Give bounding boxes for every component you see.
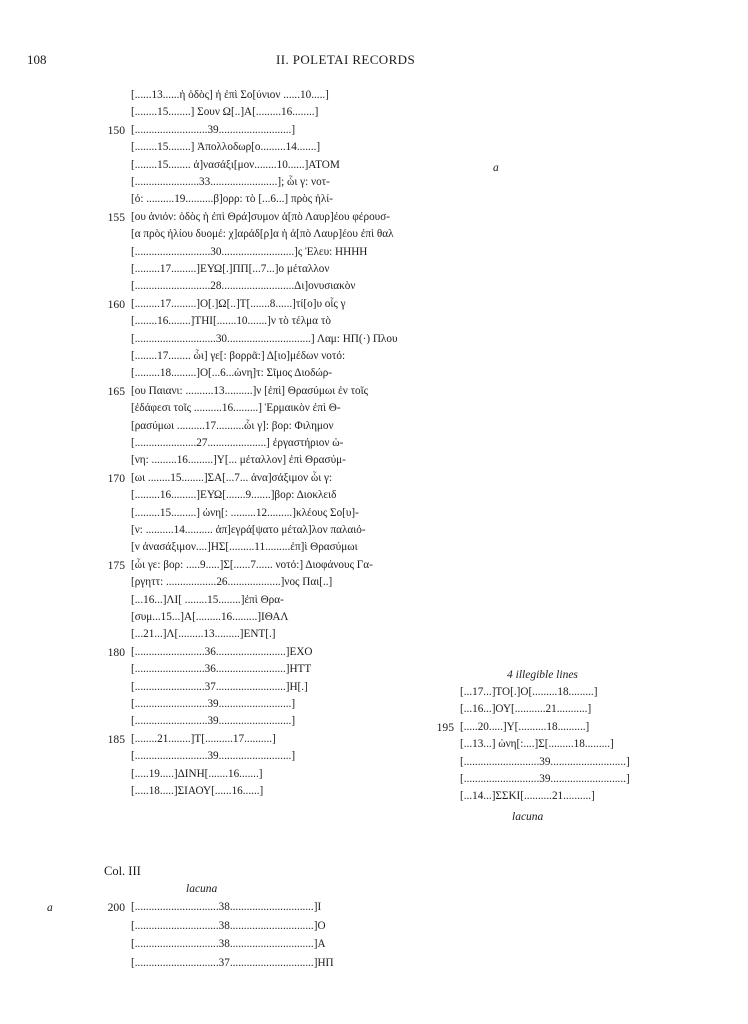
inscription-line: [ου ἀνιόν: ὁδὸς ἡ ἐπὶ Θρά]συμον ἀ[πὸ Λαυρ]έου φέρουσ- bbox=[131, 210, 390, 223]
inscription-line: [ἐδάφεσι τοῖς ..........16.........] Ἑρμαικὸν ἐπὶ Θ- bbox=[131, 402, 341, 415]
line-number: 155 bbox=[107, 210, 125, 224]
inscription-line: [.....18.....]ΣΙΑΟΥ[......16......] bbox=[131, 785, 264, 797]
inscription-line: [.........................36.........................]ΗΤΤ bbox=[131, 663, 312, 676]
inscription-line: [.........15.........] ὠνη[: .........12.........]κλέους Σο[υ]- bbox=[131, 506, 359, 519]
inscription-line: [.............................30..............................] Λαμ: ΗΠ(·) Πλου bbox=[131, 332, 398, 345]
right-column-heading: 4 illegible lines bbox=[507, 669, 578, 681]
inscription-line: [........15........] Σουν Ω[..]Α[.........16........] bbox=[131, 106, 319, 119]
inscription-line: [..........................39..........................] bbox=[131, 698, 296, 710]
inscription-line: [.....20.....]Υ[..........18..........] bbox=[460, 720, 590, 733]
inscription-line: [.........18.........]Ο[...6...ὠνη]τ: Σῖμος Διοδώρ- bbox=[131, 367, 333, 380]
line-number: 195 bbox=[436, 720, 454, 734]
inscription-line: [..............................37..............................]ΗΠ bbox=[131, 956, 334, 969]
inscription-line: [........16........]ΤΗΙ[.......10.......]ν τὸ τέλμα τὸ bbox=[131, 315, 331, 328]
inscription-line: [.........17.........]ΕΥΩ[.]ΠΠ[...7...]ο μέταλλον bbox=[131, 263, 330, 275]
line-number: 160 bbox=[107, 297, 125, 311]
running-head: II. POLETAI RECORDS bbox=[276, 52, 416, 67]
column-three-title: Col. III bbox=[104, 864, 141, 878]
inscription-line: [..............................38..............................]Ο bbox=[131, 919, 326, 932]
inscription-line: [.......................33........................]; ὧι γ: νοτ- bbox=[131, 176, 330, 188]
line-number: 180 bbox=[107, 645, 125, 659]
inscription-line: [.....19.....]ΔΙΝΗ[.......16.......] bbox=[131, 767, 263, 780]
line-number: 165 bbox=[107, 384, 125, 398]
inscription-line: [..............................38..............................]Α bbox=[131, 938, 326, 950]
inscription-line: [........15........ ἀ]νασάξι[μον........10......]ΑΤΟΜ bbox=[131, 158, 340, 171]
right-column-lacuna: lacuna bbox=[512, 811, 544, 823]
inscription-line: [α πρὸς ἡλίου δυομέ: χ]αράδ[ρ]α ἡ ἀ[πὸ Λαυρ]έου ἐπὶ θαλ bbox=[131, 228, 394, 241]
margin-note-a: a bbox=[493, 162, 499, 174]
inscription-line: [...14...]ΣΣΚΙ[..........21..........] bbox=[460, 790, 595, 803]
inscription-line: [...........................39...........................] bbox=[460, 755, 630, 768]
inscription-line: [........15........] Ἀπολλοδωρ[ο.........14.......] bbox=[131, 141, 321, 154]
inscription-line: [...........................28..........................Δι]ονυσιακὸν bbox=[131, 280, 356, 293]
inscription-line: [...........................30..........................]ς Ἐλευ: ΗΗΗΗ bbox=[131, 245, 368, 258]
column-three-lacuna: lacuna bbox=[186, 883, 218, 895]
inscription-line: [.........................36.........................]ΕΧΟ bbox=[131, 645, 313, 658]
inscription-line: [..........................39..........................] bbox=[131, 750, 296, 763]
inscription-line: [..........................39..........................] bbox=[131, 715, 296, 728]
inscription-line: [...21...]Λ[.........13.........]ΕΝΤ[.] bbox=[131, 628, 276, 641]
inscription-line: [...16...]ΟΥ[...........21...........] bbox=[460, 703, 592, 716]
inscription-line: [ν ἀνασάξιμον....]ΗΣ[.........11.........ἐπ]ὶ Θρασύμωι bbox=[131, 541, 358, 554]
inscription-line: [.........16.........]ΕΥΩ[.......9.......]βορ: Διοκλειδ bbox=[131, 489, 337, 502]
inscription-line: [ὧι γε: βορ: .....9.....]Σ[......7...... νοτό:] Διοφάνους Γα- bbox=[131, 558, 373, 571]
inscription-line: [ό: ..........19..........β]ορρ: τὸ [...6...] πρὸς ἡλί- bbox=[131, 193, 334, 206]
page-number: 108 bbox=[27, 52, 47, 67]
line-number: 175 bbox=[107, 558, 125, 572]
line-number: 170 bbox=[107, 471, 125, 485]
inscription-line: [νη: .........16.........]Υ[... μέταλλον] ἐπὶ Θρασύμ- bbox=[131, 454, 346, 467]
line-number: 200 bbox=[107, 901, 125, 914]
inscription-line: [...17...]ΤΟ[.]Ο[.........18.........] bbox=[460, 686, 598, 698]
inscription-line: [συμ...15...]Α[.........16.........]ΙΘΑΛ bbox=[131, 611, 289, 623]
inscription-line: [ργηττ: ..................26...................]νος Παι[..] bbox=[131, 576, 333, 589]
inscription-line: [...16...]ΛΙ[ ........15........]ἐπὶ Θρα- bbox=[131, 593, 284, 606]
inscription-line: [........17........ ὧι] γε[: βορρᾶ:] Δ[ιο]μέδων νοτό: bbox=[131, 350, 346, 362]
inscription-line: [ωι ........15........]ΣΑ[...7... ἀνα]σάξιμον ὧι γ: bbox=[131, 471, 333, 484]
line-number: 185 bbox=[107, 732, 125, 746]
margin-note-a-col3: a bbox=[47, 902, 53, 914]
inscription-line: [..............................38..............................]Ι bbox=[131, 901, 322, 913]
inscription-line: [........21........]Τ[..........17..........] bbox=[131, 732, 276, 745]
inscription-line: [......13......ἡ ὁδὸς] ἡ ἐπὶ Σο[ύνιον ......10.....] bbox=[131, 89, 329, 101]
inscription-line: [ν: ..........14.......... ἀπ]εγρά[ψατο μέταλ]λον παλαιό- bbox=[131, 524, 366, 536]
inscription-line: [...13...] ὠνη[:....]Σ[.........18.........] bbox=[460, 738, 614, 751]
line-number: 150 bbox=[107, 123, 125, 137]
inscription-line: [.........17.........]Ο[.]Ω[..]Τ[.......8......]τί[ο]υ οἷς γ bbox=[131, 297, 346, 310]
inscription-line: [ου Παιανι: ..........13..........]ν [ἐπὶ] Θρασύμωι ἐν τοῖς bbox=[131, 384, 369, 397]
inscription-line: [......................27.....................] ἐργαστήριον ὠ- bbox=[131, 437, 344, 449]
inscription-line: [.........................37.........................]Η[.] bbox=[131, 680, 308, 693]
inscription-line: [..........................39..........................] bbox=[131, 123, 296, 136]
inscription-line: [...........................39...........................] bbox=[460, 773, 630, 785]
inscription-line: [ρασύμωι ..........17..........ὧι γ]: βορ: Φιλημον bbox=[131, 419, 334, 432]
